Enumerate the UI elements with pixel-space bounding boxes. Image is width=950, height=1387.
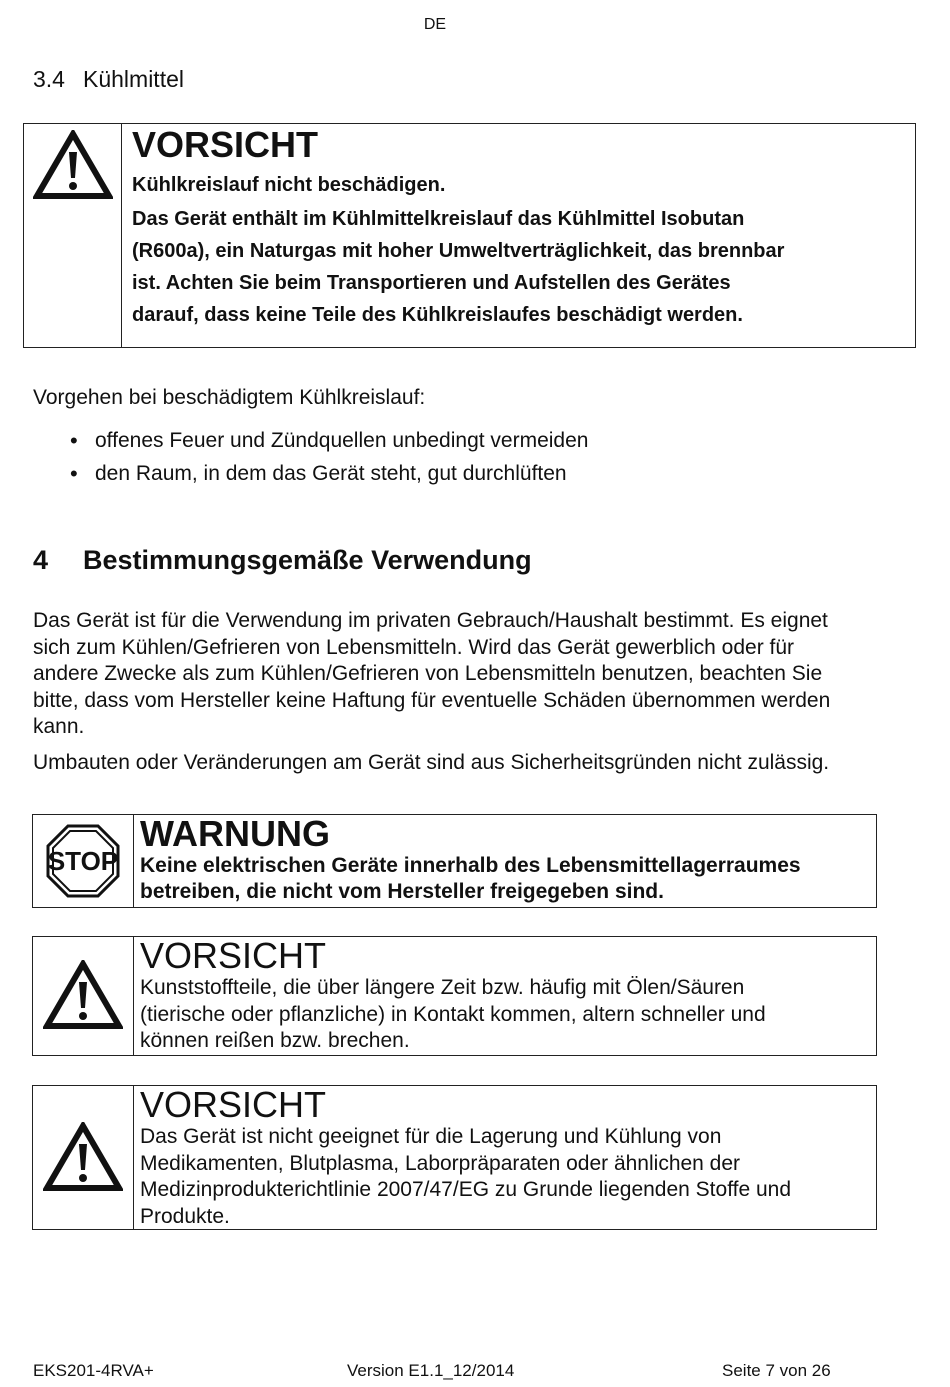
section-heading-4 [33, 545, 532, 576]
caution-title: VORSICHT [140, 1084, 327, 1125]
warning-triangle-icon [43, 960, 123, 1032]
text-line: Kunststoffteile, die über längere Zeit bzw. häufig mit Ölen/Säuren [140, 976, 745, 999]
text-line: Medizinprodukterichtlinie 2007/47/EG zu Grunde liegenden Stoffe und [140, 1178, 792, 1201]
text-line: Keine elektrischen Geräte innerhalb des Lebensmittellagerraumes [140, 854, 801, 877]
text-line: ist. Achten Sie beim Transportieren und Aufstellen des Gerätes [132, 272, 731, 294]
text-line: kann. [33, 715, 85, 738]
caution-content [122, 124, 915, 347]
section-number: 4 [33, 545, 49, 575]
caution-box-refrigerant [23, 123, 916, 348]
warning-title: WARNUNG [140, 813, 330, 854]
modification-paragraph: Umbauten oder Veränderungen am Gerät sind aus Sicherheitsgründen nicht zulässig. [33, 751, 830, 774]
text-line: (tierische oder pflanzliche) in Kontakt kommen, altern schneller und [140, 1002, 766, 1026]
text-line: Das Gerät enthält im Kühlmittelkreislauf das Kühlmittel Isobutan [132, 208, 745, 230]
list-item: • den Raum, in dem das Gerät steht, gut durchlüften [95, 457, 588, 490]
text-line: Das Gerät ist für die Verwendung im privaten Gebrauch/Haushalt bestimmt. Es eignet [33, 609, 828, 632]
caution-text [140, 1124, 870, 1230]
icon-cell [33, 815, 134, 907]
text-line: bitte, dass vom Hersteller keine Haftung für eventuelle Schäden übernommen werden [33, 688, 831, 712]
caution-box-medical [32, 1085, 877, 1230]
text-line: (R600a), ein Naturgas mit hoher Umweltverträglichkeit, das brennbar [132, 240, 785, 262]
icon-cell [33, 1086, 134, 1229]
text-line: Das Gerät ist nicht geeignet für die Lagerung und Kühlung von [140, 1125, 722, 1148]
text-line: Medikamenten, Blutplasma, Laborpräparaten oder ähnlichen der [140, 1151, 741, 1175]
caution-text [132, 203, 905, 331]
footer-page-number: Seite 7 von 26 [722, 1361, 831, 1380]
section-number: 3.4 [33, 66, 65, 92]
footer-version: Version E1.1_12/2014 [347, 1361, 515, 1380]
caution-title: VORSICHT [132, 124, 319, 165]
footer-model: EKS201-4RVA+ [33, 1361, 154, 1380]
text-line: Produkte. [140, 1204, 230, 1228]
warning-box-electrical [32, 814, 877, 908]
list-item: • offenes Feuer und Zündquellen unbedingt vermeiden [95, 424, 588, 457]
warning-triangle-icon [43, 1122, 123, 1194]
icon-cell [24, 124, 122, 347]
text-line: darauf, dass keine Teile des Kühlkreislaufes beschädigt werden. [132, 304, 743, 326]
text-line: sich zum Kühlen/Gefrieren von Lebensmitteln. Wird das Gerät gewerblich oder für [33, 635, 795, 659]
icon-cell [33, 937, 134, 1055]
caution-content [134, 937, 876, 1055]
text-line: betreiben, die nicht vom Hersteller freigegeben sind. [140, 880, 664, 903]
caution-text [140, 975, 870, 1055]
caution-content [134, 1086, 876, 1229]
section-title: Kühlmittel [83, 66, 184, 92]
procedure-list [95, 424, 588, 490]
intended-use-paragraph [33, 608, 918, 741]
caution-title: VORSICHT [140, 935, 327, 976]
text-line: andere Zwecke als zum Kühlen/Gefrieren von Lebensmitteln benutzen, beachten Sie [33, 662, 823, 685]
warning-content [134, 815, 876, 907]
stop-sign-text: STOP [47, 846, 119, 876]
caution-box-plastics [32, 936, 877, 1056]
warning-text [140, 853, 870, 905]
warning-triangle-icon [33, 130, 113, 202]
section-heading-3-4 [33, 66, 184, 93]
procedure-intro: Vorgehen bei beschädigtem Kühlkreislauf: [33, 386, 426, 409]
caution-subtitle: Kühlkreislauf nicht beschädigen. [132, 174, 446, 196]
section-title: Bestimmungsgemäße Verwendung [83, 545, 532, 575]
text-line: können reißen bzw. brechen. [140, 1029, 410, 1052]
stop-sign-icon [46, 824, 120, 898]
language-marker: DE [423, 16, 447, 33]
